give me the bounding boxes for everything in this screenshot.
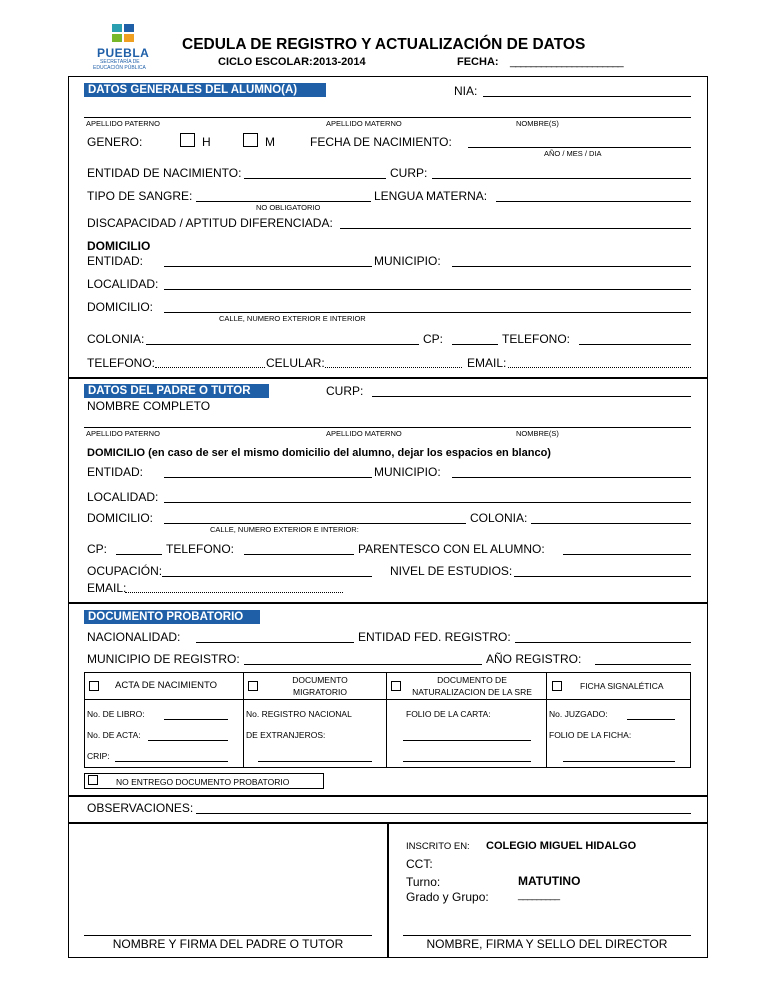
section-divider-document (68, 602, 708, 604)
tutor-municipio-field[interactable] (452, 477, 691, 478)
student-apellido-materno: APELLIDO MATERNO (326, 119, 402, 128)
section-divider-observaciones (68, 795, 708, 797)
grado-grupo-blank[interactable]: _________ (518, 890, 560, 901)
tutor-section-header: DATOS DEL PADRE O TUTOR (84, 384, 269, 398)
folio-ficha-field[interactable] (563, 761, 675, 762)
tutor-signature-label: NOMBRE Y FIRMA DEL PADRE O TUTOR (112, 937, 344, 951)
entidad-fed-field[interactable] (515, 642, 691, 643)
no-acta-field[interactable] (148, 740, 228, 741)
logo-sub2: EDUCACIÓN PÚBLICA (93, 65, 146, 71)
documento-migratorio-title-1: DOCUMENTO (292, 675, 348, 685)
municipio-registro-field[interactable] (244, 664, 482, 665)
doc-col-divider-2 (386, 672, 387, 768)
ficha-signaletica-checkbox[interactable] (552, 681, 562, 691)
genero-m-checkbox[interactable] (243, 133, 258, 147)
municipio-registro-label: MUNICIPIO DE REGISTRO: (87, 652, 240, 666)
entidad-nacimiento-field[interactable] (244, 178, 386, 179)
acta-nacimiento-checkbox[interactable] (89, 681, 99, 691)
naturalizacion-title-2: NATURALIZACION DE LA SRE (412, 687, 532, 697)
student-domicilio-field[interactable] (164, 312, 691, 313)
tutor-apellido-paterno: APELLIDO PATERNO (86, 429, 160, 438)
logo-sub1: SECRETARÍA DE (100, 59, 140, 65)
extranjeros-label: DE EXTRANJEROS: (246, 730, 326, 740)
discapacidad-field[interactable] (340, 228, 691, 229)
date-blank[interactable]: ______________________ (510, 56, 623, 68)
documento-migratorio-checkbox[interactable] (248, 681, 258, 691)
ficha-signaletica-title: FICHA SIGNALÉTICA (580, 681, 664, 691)
student-email-field[interactable] (508, 367, 691, 368)
student-domicilio-heading: DOMICILIO (87, 239, 151, 253)
doc-col-divider-1 (243, 672, 244, 768)
logo-brand: PUEBLA (97, 46, 150, 60)
entidad-nacimiento-label: ENTIDAD DE NACIMIENTO: (87, 166, 242, 180)
anio-registro-field[interactable] (595, 664, 691, 665)
turno-label: Turno: (406, 875, 441, 889)
page-title: CEDULA DE REGISTRO Y ACTUALIZACIÓN DE DATOS (182, 36, 586, 53)
no-entrego-label: NO ENTREGO DOCUMENTO PROBATORIO (116, 777, 290, 787)
student-curp-field[interactable] (432, 178, 691, 179)
student-telefono2-field[interactable] (155, 367, 265, 368)
turno-value: MATUTINO (518, 874, 581, 888)
tutor-telefono-label: TELEFONO: (166, 542, 235, 556)
tipo-sangre-label: TIPO DE SANGRE: (87, 189, 193, 203)
tutor-apellido-materno: APELLIDO MATERNO (326, 429, 402, 438)
documento-migratorio-title-2: MIGRATORIO (293, 687, 347, 697)
tutor-nombre-completo-label: NOMBRE COMPLETO (87, 399, 211, 413)
genero-label: GENERO: (87, 135, 143, 149)
discapacidad-label: DISCAPACIDAD / APTITUD DIFERENCIADA: (87, 216, 333, 230)
tutor-cp-field[interactable] (116, 554, 162, 555)
tutor-telefono-field[interactable] (244, 554, 354, 555)
student-apellido-paterno: APELLIDO PATERNO (86, 119, 160, 128)
tutor-entidad-label: ENTIDAD: (87, 465, 144, 479)
folio-carta-field-2[interactable] (403, 761, 531, 762)
folio-ficha-label: FOLIO DE LA FICHA: (549, 730, 632, 740)
student-colonia-field[interactable] (146, 344, 419, 345)
student-email-label: EMAIL: (467, 356, 507, 370)
genero-h-label: H (202, 135, 211, 149)
crip-field[interactable] (115, 761, 228, 762)
student-curp-label: CURP: (390, 166, 428, 180)
cct-label: CCT: (406, 857, 433, 871)
no-registro-label: No. REGISTRO NACIONAL (246, 709, 352, 719)
student-celular-label: CELULAR: (266, 356, 325, 370)
student-municipio-label: MUNICIPIO: (374, 254, 441, 268)
student-section-header: DATOS GENERALES DEL ALUMNO(A) (84, 83, 326, 97)
lengua-materna-field[interactable] (496, 201, 691, 202)
student-municipio-field[interactable] (452, 266, 691, 267)
tutor-nombres: NOMBRE(S) (516, 429, 559, 438)
entidad-fed-label: ENTIDAD FED. REGISTRO: (358, 630, 511, 644)
student-cp-label: CP: (423, 332, 444, 346)
student-telefono-label: TELEFONO: (502, 332, 571, 346)
cycle-label: CICLO ESCOLAR: (218, 56, 313, 68)
tutor-name-field[interactable] (84, 427, 691, 428)
cycle-value: 2013-2014 (313, 56, 366, 68)
student-telefono-field[interactable] (579, 344, 691, 345)
student-nombres: NOMBRE(S) (516, 119, 559, 128)
tutor-nivel-label: NIVEL DE ESTUDIOS: (390, 564, 513, 578)
tutor-signature-line[interactable] (84, 935, 372, 936)
puebla-logo (90, 20, 160, 72)
student-name-field[interactable] (84, 117, 691, 118)
genero-h-checkbox[interactable] (180, 133, 195, 147)
tutor-colonia-label: COLONIA: (470, 511, 528, 525)
director-signature-line[interactable] (403, 935, 691, 936)
no-juzgado-field[interactable] (627, 719, 675, 720)
fecha-nacimiento-field[interactable] (468, 147, 691, 148)
tutor-localidad-field[interactable] (164, 502, 691, 503)
anio-registro-label: AÑO REGISTRO: (486, 652, 582, 666)
school-name: COLEGIO MIGUEL HIDALGO (486, 840, 637, 852)
nacionalidad-field[interactable] (196, 642, 354, 643)
tutor-parentesco-field[interactable] (563, 554, 691, 555)
student-celular-field[interactable] (325, 367, 462, 368)
fecha-nacimiento-label: FECHA DE NACIMIENTO: (310, 135, 452, 149)
tutor-cp-label: CP: (87, 542, 108, 556)
folio-carta-field-1[interactable] (403, 740, 531, 741)
student-telefono2-label: TELEFONO: (87, 356, 156, 370)
tutor-domicilio-field[interactable] (164, 523, 466, 524)
tutor-parentesco-label: PARENTESCO CON EL ALUMNO: (358, 542, 545, 556)
registro-extranjeros-field[interactable] (258, 761, 372, 762)
footer-vertical-divider (387, 823, 389, 958)
student-entidad-field[interactable] (164, 266, 372, 267)
section-divider-tutor (68, 377, 708, 379)
tutor-colonia-field[interactable] (531, 523, 691, 524)
no-libro-label: No. DE LIBRO: (87, 709, 145, 719)
doc-col-divider-3 (546, 672, 547, 768)
grado-grupo-label: Grado y Grupo: (406, 890, 489, 904)
tutor-email-label: EMAIL: (87, 581, 127, 595)
no-juzgado-label: No. JUZGADO: (549, 709, 608, 719)
student-calle-hint: CALLE, NUMERO EXTERIOR E INTERIOR (219, 314, 366, 323)
no-libro-field[interactable] (164, 719, 228, 720)
fecha-hint: AÑO / MES / DIA (544, 149, 602, 158)
genero-m-label: M (265, 135, 275, 149)
nia-label: NIA: (454, 84, 478, 98)
tipo-sangre-field[interactable] (196, 201, 371, 202)
student-cp-field[interactable] (452, 344, 498, 345)
no-acta-label: No. DE ACTA: (87, 730, 141, 740)
tutor-email-field[interactable] (125, 592, 343, 593)
document-section-header: DOCUMENTO PROBATORIO (84, 610, 260, 624)
doc-header-divider (84, 699, 691, 700)
tutor-domicilio-note: DOMICILIO (en caso de ser el mismo domicilio del alumno, dejar los espacios en blanco) (87, 447, 551, 459)
acta-nacimiento-title: ACTA DE NACIMIENTO (115, 680, 218, 691)
tutor-domicilio-label: DOMICILIO: (87, 511, 154, 525)
folio-carta-label: FOLIO DE LA CARTA: (406, 709, 491, 719)
tutor-calle-hint: CALLE, NUMERO EXTERIOR E INTERIOR: (210, 525, 359, 534)
crip-label: CRIP: (87, 751, 110, 761)
lengua-materna-label: LENGUA MATERNA: (374, 189, 488, 203)
student-domicilio-label: DOMICILIO: (87, 300, 154, 314)
student-localidad-field[interactable] (164, 289, 691, 290)
naturalizacion-title-1: DOCUMENTO DE (437, 675, 507, 685)
no-obligatorio-hint: NO OBLIGATORIO (256, 203, 321, 212)
student-entidad-label: ENTIDAD: (87, 254, 144, 268)
tutor-curp-field[interactable] (372, 396, 691, 397)
date-label: FECHA: (457, 56, 499, 68)
student-localidad-label: LOCALIDAD: (87, 277, 159, 291)
naturalizacion-checkbox[interactable] (391, 681, 401, 691)
observaciones-field[interactable] (196, 813, 691, 814)
inscrito-label: INSCRITO EN: (406, 841, 470, 852)
nia-field[interactable] (483, 96, 691, 97)
tutor-ocupacion-label: OCUPACIÓN: (87, 564, 163, 578)
no-entrego-checkbox[interactable] (88, 775, 98, 785)
tutor-municipio-label: MUNICIPIO: (374, 465, 441, 479)
tutor-curp-label: CURP: (326, 384, 364, 398)
tutor-entidad-field[interactable] (164, 477, 372, 478)
observaciones-label: OBSERVACIONES: (87, 801, 194, 815)
nacionalidad-label: NACIONALIDAD: (87, 630, 181, 644)
tutor-ocupacion-field[interactable] (162, 576, 372, 577)
director-signature-label: NOMBRE, FIRMA Y SELLO DEL DIRECTOR (426, 937, 668, 951)
tutor-localidad-label: LOCALIDAD: (87, 490, 159, 504)
student-colonia-label: COLONIA: (87, 332, 145, 346)
tutor-nivel-field[interactable] (514, 576, 691, 577)
